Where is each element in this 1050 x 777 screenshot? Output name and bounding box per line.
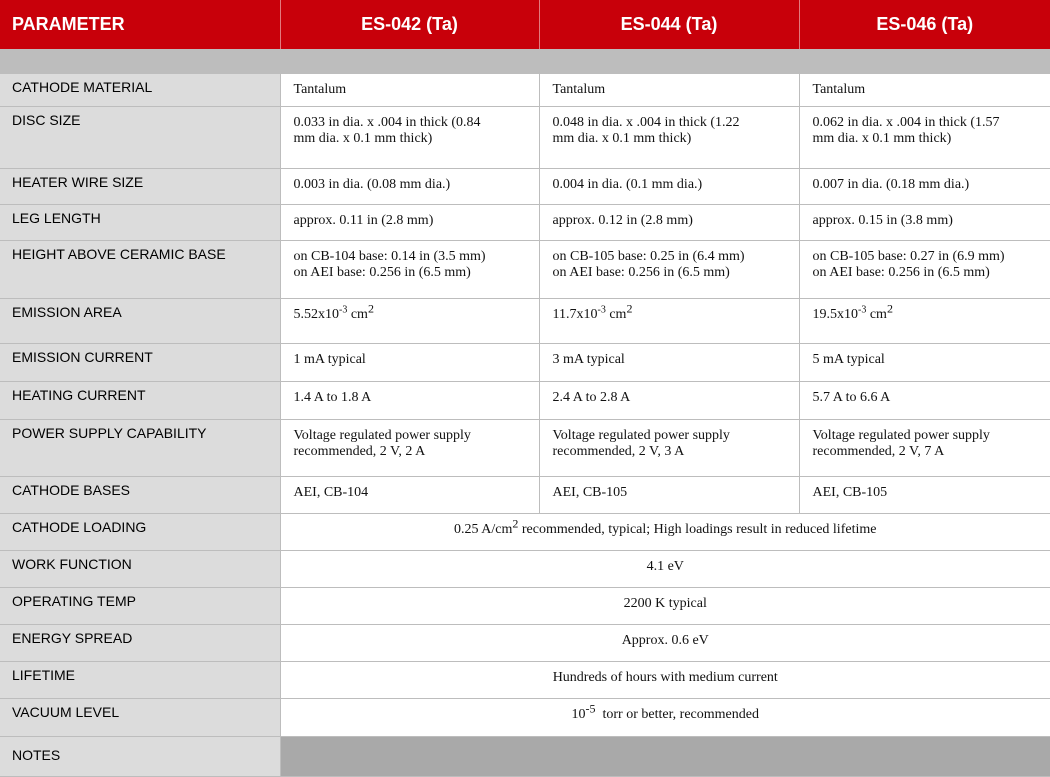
cell-value: 0.004 in dia. (0.1 mm dia.) — [539, 169, 799, 205]
row-label: EMISSION AREA — [0, 299, 280, 344]
cell-value — [799, 299, 1050, 344]
row-label: CATHODE LOADING — [0, 514, 280, 551]
row-label: LEG LENGTH — [0, 205, 280, 241]
cell-value — [799, 107, 1050, 169]
value-post: torr or better, recommended — [595, 707, 759, 722]
header-model-es-046: ES-046 (Ta) — [799, 0, 1050, 49]
row-cathode-bases — [0, 477, 1050, 514]
cell-value: Tantalum — [280, 74, 539, 107]
cell-line: mm dia. x 0.1 mm thick) — [293, 131, 433, 146]
row-label: HEATER WIRE SIZE — [0, 169, 280, 205]
cell-value — [539, 241, 799, 299]
spacer-cell — [0, 49, 1050, 74]
cell-line: recommended, 2 V, 7 A — [812, 444, 945, 459]
row-energy-spread — [0, 625, 1050, 662]
cell-value: 5 mA typical — [799, 344, 1050, 382]
unit-exponent: 2 — [886, 301, 893, 316]
value-exponent: -3 — [858, 304, 867, 316]
cell-line: Voltage regulated power supply — [812, 428, 990, 443]
row-power-supply-capability — [0, 420, 1050, 477]
cell-value-merged: Hundreds of hours with medium current — [280, 662, 1050, 699]
cell-value — [539, 299, 799, 344]
value-unit: cm — [347, 307, 368, 322]
cell-value — [280, 107, 539, 169]
value-exponent: -3 — [339, 304, 348, 316]
cell-line: Voltage regulated power supply — [552, 428, 730, 443]
value-unit: cm — [866, 307, 887, 322]
cell-line: on CB-105 base: 0.27 in (6.9 mm) — [812, 249, 1005, 264]
cell-value: approx. 0.11 in (2.8 mm) — [280, 205, 539, 241]
cell-value — [280, 420, 539, 477]
unit-exponent: 2 — [367, 301, 374, 316]
cell-value: AEI, CB-105 — [539, 477, 799, 514]
cell-line: on CB-105 base: 0.25 in (6.4 mm) — [552, 249, 745, 264]
cell-line: mm dia. x 0.1 mm thick) — [552, 131, 692, 146]
cell-value — [539, 420, 799, 477]
cell-value — [799, 241, 1050, 299]
cell-value: 3 mA typical — [539, 344, 799, 382]
cell-value: AEI, CB-105 — [799, 477, 1050, 514]
value-exponent: -3 — [597, 304, 606, 316]
row-label: CATHODE BASES — [0, 477, 280, 514]
value-base: 5.52x10 — [293, 307, 339, 322]
row-label: VACUUM LEVEL — [0, 699, 280, 737]
cell-value — [280, 299, 539, 344]
row-label: LIFETIME — [0, 662, 280, 699]
cell-line: on CB-104 base: 0.14 in (3.5 mm) — [293, 249, 486, 264]
cell-value-merged: 4.1 eV — [280, 551, 1050, 588]
cell-line: on AEI base: 0.256 in (6.5 mm) — [293, 265, 471, 280]
row-disc-size — [0, 107, 1050, 169]
row-label: OPERATING TEMP — [0, 588, 280, 625]
row-label: ENERGY SPREAD — [0, 625, 280, 662]
row-operating-temp — [0, 588, 1050, 625]
row-emission-current — [0, 344, 1050, 382]
cell-line: 0.033 in dia. x .004 in thick (0.84 — [293, 115, 481, 130]
cell-value: 1.4 A to 1.8 A — [280, 382, 539, 420]
cell-value-merged: Approx. 0.6 eV — [280, 625, 1050, 662]
cell-value: 0.007 in dia. (0.18 mm dia.) — [799, 169, 1050, 205]
row-label: HEIGHT ABOVE CERAMIC BASE — [0, 241, 280, 299]
header-row — [0, 0, 1050, 49]
header-model-es-042: ES-042 (Ta) — [280, 0, 539, 49]
cell-value: 5.7 A to 6.6 A — [799, 382, 1050, 420]
row-heating-current — [0, 382, 1050, 420]
value-post: recommended, typical; High loadings result in reduced lifetime — [518, 522, 877, 537]
row-work-function — [0, 551, 1050, 588]
spacer-row — [0, 49, 1050, 74]
cell-value — [280, 241, 539, 299]
row-heater-wire-size — [0, 169, 1050, 205]
row-emission-area — [0, 299, 1050, 344]
cell-value — [539, 107, 799, 169]
cell-value: approx. 0.12 in (2.8 mm) — [539, 205, 799, 241]
cell-value-merged: 2200 K typical — [280, 588, 1050, 625]
cell-line: 0.048 in dia. x .004 in thick (1.22 — [552, 115, 740, 130]
cell-value: 0.003 in dia. (0.08 mm dia.) — [280, 169, 539, 205]
row-label: DISC SIZE — [0, 107, 280, 169]
cell-line: recommended, 2 V, 2 A — [293, 444, 426, 459]
row-label: EMISSION CURRENT — [0, 344, 280, 382]
cell-line: 0.062 in dia. x .004 in thick (1.57 — [812, 115, 1000, 130]
row-notes — [0, 737, 1050, 777]
cell-value-merged — [280, 699, 1050, 737]
row-cathode-material — [0, 74, 1050, 107]
cell-value: AEI, CB-104 — [280, 477, 539, 514]
cell-value: 1 mA typical — [280, 344, 539, 382]
value-base: 19.5x10 — [812, 307, 858, 322]
cell-value: Tantalum — [539, 74, 799, 107]
value-base: 11.7x10 — [552, 307, 598, 322]
cell-value — [799, 420, 1050, 477]
notes-cell — [280, 737, 1050, 777]
value-unit: cm — [605, 307, 627, 322]
value-exponent: -5 — [585, 701, 596, 716]
row-label: WORK FUNCTION — [0, 551, 280, 588]
cell-line: on AEI base: 0.256 in (6.5 mm) — [812, 265, 990, 280]
cell-line: Voltage regulated power supply — [293, 428, 471, 443]
cell-value-merged — [280, 514, 1050, 551]
cell-value: approx. 0.15 in (3.8 mm) — [799, 205, 1050, 241]
header-model-es-044: ES-044 (Ta) — [539, 0, 799, 49]
row-height-above-ceramic-base — [0, 241, 1050, 299]
row-lifetime — [0, 662, 1050, 699]
unit-exponent: 2 — [626, 301, 633, 316]
row-label: CATHODE MATERIAL — [0, 74, 280, 107]
value-exponent: 2 — [512, 516, 519, 531]
row-label: HEATING CURRENT — [0, 382, 280, 420]
cell-line: on AEI base: 0.256 in (6.5 mm) — [552, 265, 730, 280]
row-cathode-loading — [0, 514, 1050, 551]
cell-line: recommended, 2 V, 3 A — [552, 444, 685, 459]
cell-line: mm dia. x 0.1 mm thick) — [812, 131, 952, 146]
row-vacuum-level — [0, 699, 1050, 737]
header-parameter: PARAMETER — [0, 0, 280, 49]
row-label: NOTES — [0, 737, 280, 777]
cell-value: Tantalum — [799, 74, 1050, 107]
row-label: POWER SUPPLY CAPABILITY — [0, 420, 280, 477]
cell-value: 2.4 A to 2.8 A — [539, 382, 799, 420]
value-pre: 10 — [571, 707, 586, 722]
row-leg-length — [0, 205, 1050, 241]
value-pre: 0.25 A/cm — [454, 522, 513, 537]
